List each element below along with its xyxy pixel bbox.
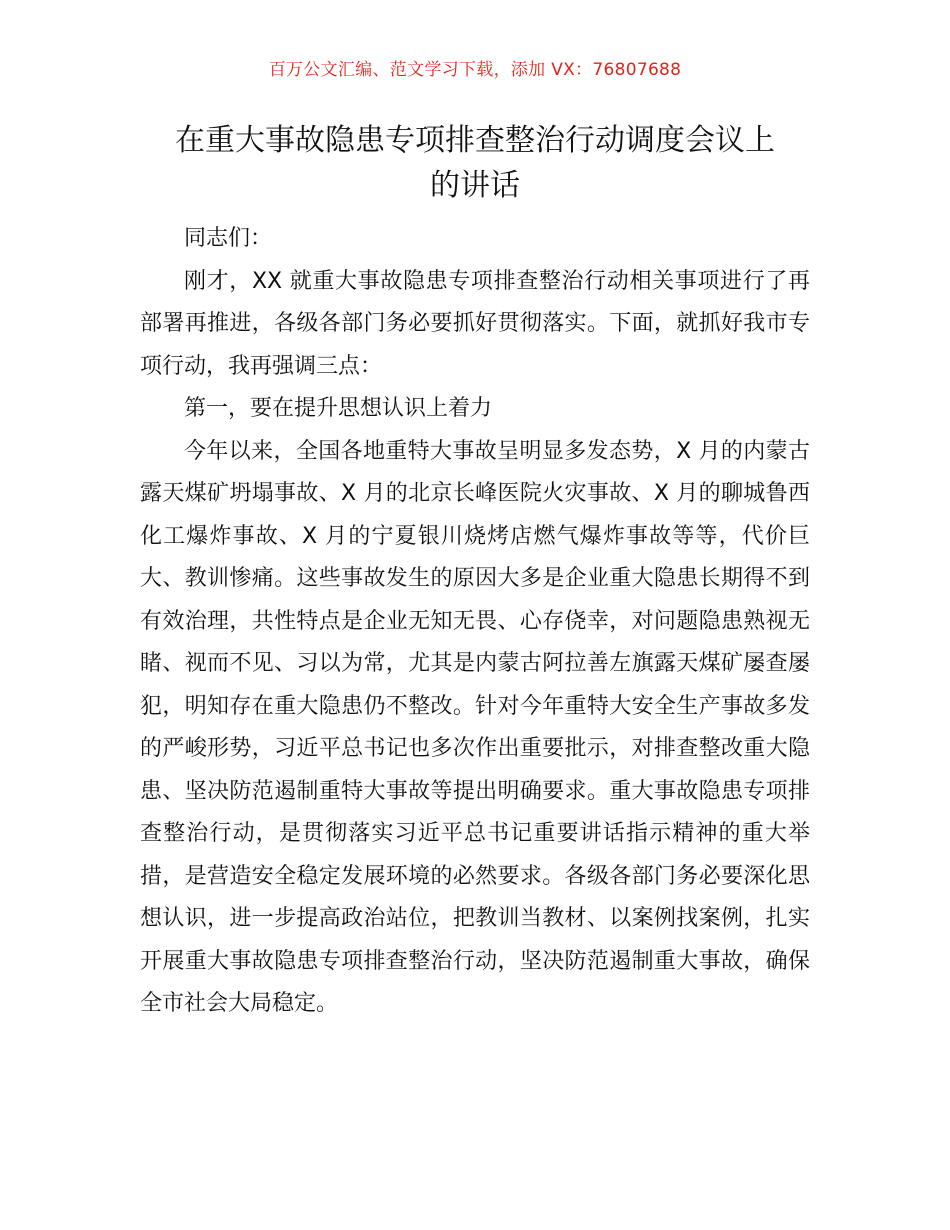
download-notice: 百万公文汇编、范文学习下载，添加 VX：76807688: [268, 60, 682, 80]
paragraph-intro: 刚才，XX 就重大事故隐患专项排查整治行动相关事项进行了再部署再推进，各级各部门务必要抓好贯彻落实。下面，就抓好我市专项行动，我再强调三点：: [140, 268, 810, 379]
title-line-2: 的讲话: [430, 168, 520, 203]
document-body: [140, 218, 810, 1026]
paragraph-section-1: 今年以来，全国各地重特大事故呈明显多发态势，X 月的内蒙古露天煤矿坍塌事故、X 月的北京长峰医院火灾事故、X 月的聊城鲁西化工爆炸事故、X 月的宁夏银川烧烤店燃气爆炸事故等等，代价巨大、教训惨痛。这些事故发生的原因大多是企业重大隐患长期得不到有效治理，共性特点是企业无知无畏、心存侥幸，对问题隐患熟视无睹、视而不见、习以为常，尤其是内蒙古阿拉善左旗露天煤矿屡查屡犯，明知存在重大隐患仍不整改。针对今年重特大安全生产事故多发的严峻形势，习近平总书记也多次作出重要批示，对排查整改重大隐患、坚决防范遏制重特大事故等提出明确要求。重大事故隐患专项排查整治行动，是贯彻落实习近平总书记重要讲话指示精神的重大举措，是营造安全稳定发展环境的必然要求。各级各部门务必要深化思想认识，进一步提高政治站位，把教训当教材、以案例找案例，扎实开展重大事故隐患专项排查整治行动，坚决防范遏制重大事故，确保全市社会大局稳定。: [140, 438, 810, 1017]
greeting: 同志们：: [184, 226, 273, 251]
section-heading-1: 第一，要在提升思想认识上着力: [184, 396, 493, 422]
document-title: [140, 118, 810, 208]
title-line-1: 在重大事故隐患专项排查整治行动调度会议上: [175, 123, 775, 158]
